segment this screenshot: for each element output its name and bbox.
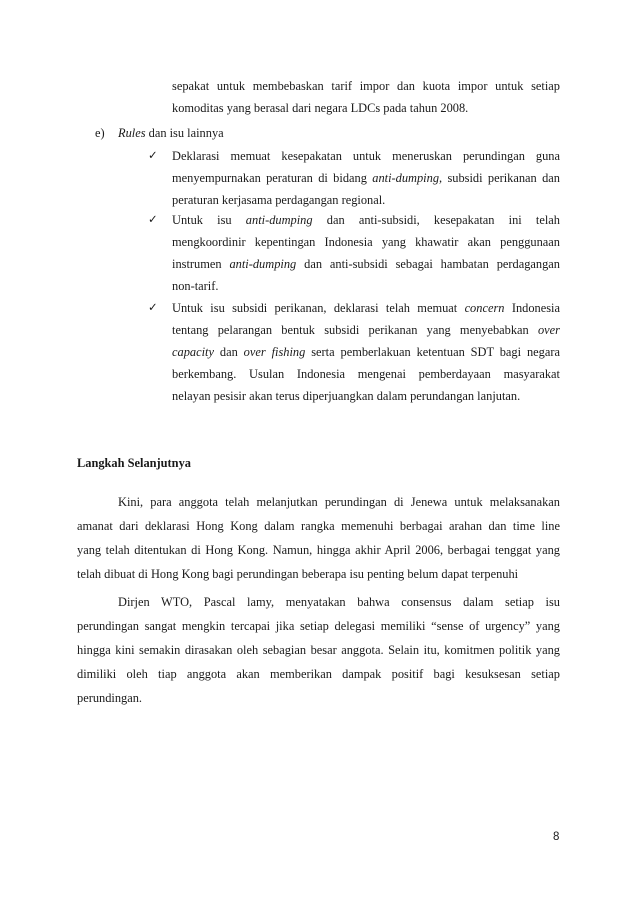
text-run: peraturan kerjasama perdagangan regional. xyxy=(172,193,386,207)
text-line: sepakat untuk membebaskan tarif impor dan kuota impor untuk setiap xyxy=(172,79,560,93)
text-run: mengkoordinir kepentingan Indonesia yang khawatir akan penggunaan xyxy=(172,235,560,249)
page-number: 8 xyxy=(553,831,560,843)
paragraph-line: amanat dari deklarasi Hong Kong dalam rangka memenuhi berbagai arahan dan time line xyxy=(77,519,560,533)
bullet-line xyxy=(172,297,560,319)
check-icon: ✓ xyxy=(148,300,158,314)
text-run: Indonesia xyxy=(504,301,560,315)
bullet-line xyxy=(172,275,560,297)
bullet-line xyxy=(172,145,560,167)
text-run: dan anti-subsidi, kesepakatan ini telah xyxy=(312,213,560,227)
text-run: dan anti-subsidi sebagai hambatan perdagangan xyxy=(296,257,560,271)
bullet-line xyxy=(172,231,560,253)
text-run: berkembang. Usulan Indonesia mengenai pemberdayaan masyarakat xyxy=(172,367,560,381)
bullet-line xyxy=(172,385,560,407)
text-run: menyempurnakan peraturan di bidang xyxy=(172,171,373,185)
text-run: dan xyxy=(213,345,244,359)
text-run: instrumen xyxy=(172,257,230,271)
italic-term: anti-dumping xyxy=(229,257,297,271)
bullet-line xyxy=(172,167,560,189)
bullet-line xyxy=(172,363,560,385)
text-run: Untuk isu xyxy=(172,213,246,227)
check-icon: ✓ xyxy=(148,148,158,162)
paragraph-wto-director xyxy=(77,592,560,712)
list-marker-e: e) xyxy=(95,126,105,140)
paragraph-line: yang telah ditentukan di Hong Kong. Namun, hingga akhir April 2006, berbagai tenggat yang xyxy=(77,543,560,557)
text-run: tentang pelarangan bentuk subsidi perikanan yang menyebabkan xyxy=(172,323,538,337)
paragraph-line: perundingan sangat mengkin tercapai jika setiap delegasi memiliki “sense of urgency” yang xyxy=(77,619,560,633)
text-run: nelayan pesisir akan terus diperjuangkan dalam perundangan lanjutan. xyxy=(172,389,521,403)
paragraph-line: perundingan. xyxy=(77,691,143,705)
bullet-line xyxy=(172,209,560,231)
bullet-item-fisheries-subsidy xyxy=(172,297,560,407)
text-run: non-tarif. xyxy=(172,279,219,293)
text-line: komoditas yang berasal dari negara LDCs pada tahun 2008. xyxy=(172,101,469,115)
paragraph-line: telah dibuat di Hong Kong bagi perundingan beberapa isu penting belum dapat terpenuhi xyxy=(77,567,519,581)
bullet-item-rules xyxy=(172,145,560,211)
text-run: Deklarasi memuat kesepakatan untuk meneruskan perundingan guna xyxy=(172,149,560,163)
bullet-line xyxy=(172,319,560,341)
text-run: Untuk isu subsidi perikanan, deklarasi telah memuat xyxy=(172,301,465,315)
italic-term: over fishing xyxy=(243,345,306,359)
italic-term: over xyxy=(537,323,560,337)
italic-term: anti-dumping, xyxy=(372,171,443,185)
item-e-title xyxy=(118,123,224,143)
item-e-title-italic: Rules xyxy=(118,126,146,140)
paragraph-line: dimiliki oleh tiap anggota akan memberikan dampak positif bagi kesuksesan setiap xyxy=(77,667,560,681)
bullet-line xyxy=(172,341,560,363)
continuation-text xyxy=(172,75,560,119)
paragraph-line: Kini, para anggota telah melanjutkan perundingan di Jenewa untuk melaksanakan xyxy=(118,495,560,509)
check-icon: ✓ xyxy=(148,212,158,226)
paragraph-line: hingga kini semakin dirasakan oleh sebagian besar anggota. Selain itu, komitmen politik yang xyxy=(77,643,560,657)
text-run: subsidi perikanan dan xyxy=(442,171,560,185)
section-heading: Langkah Selanjutnya xyxy=(77,456,191,470)
italic-term: capacity xyxy=(172,345,214,359)
bullet-line xyxy=(172,189,560,211)
item-e-title-rest: dan isu lainnya xyxy=(145,126,224,140)
bullet-item-anti-dumping xyxy=(172,209,560,297)
bullet-line xyxy=(172,253,560,275)
text-run: serta pemberlakuan ketentuan SDT bagi negara xyxy=(305,345,560,359)
paragraph-line: Dirjen WTO, Pascal lamy, menyatakan bahwa consensus dalam setiap isu xyxy=(118,595,560,609)
paragraph-next-steps xyxy=(77,492,560,588)
italic-term: concern xyxy=(464,301,505,315)
italic-term: anti-dumping xyxy=(245,213,313,227)
